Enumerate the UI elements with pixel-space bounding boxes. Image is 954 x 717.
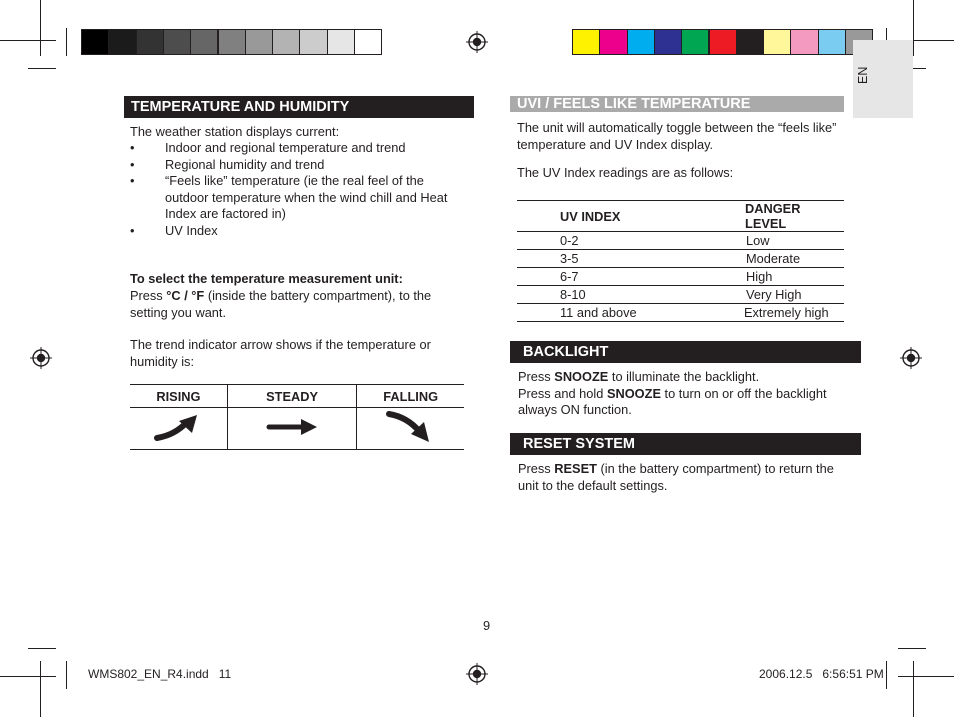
color-swatch bbox=[736, 29, 764, 55]
list-item bbox=[130, 140, 450, 157]
list-item-text: Indoor and regional temperature and trend bbox=[165, 140, 406, 155]
crop-mark bbox=[40, 0, 41, 56]
list-item-text: Regional humidity and trend bbox=[165, 156, 325, 172]
backlight-l2-a: Press and hold bbox=[518, 385, 604, 401]
color-swatch bbox=[245, 29, 273, 55]
uv-index-cell: 6-7 bbox=[517, 268, 714, 286]
color-swatch bbox=[81, 29, 109, 55]
unit-rest-text: (inside the battery compartment), to the setting you want. bbox=[130, 288, 432, 320]
trend-cell-steady bbox=[227, 408, 357, 450]
color-swatch bbox=[327, 29, 355, 55]
crop-mark bbox=[40, 661, 41, 717]
uv-index-cell: 3-5 bbox=[517, 250, 714, 268]
crop-mark bbox=[913, 0, 914, 56]
page-number: 9 bbox=[483, 618, 491, 633]
list-item-text: UV Index bbox=[165, 222, 218, 238]
color-swatch bbox=[190, 29, 218, 55]
danger-level-cell: Low bbox=[714, 232, 844, 250]
backlight-l2-b: to turn on or off the backlight always ON function. bbox=[518, 385, 827, 417]
trend-cell-falling bbox=[357, 408, 464, 450]
color-swatch bbox=[627, 29, 655, 55]
table-row bbox=[517, 286, 844, 304]
trend-header-rising: RISING bbox=[130, 385, 227, 408]
bullet-icon: • bbox=[130, 222, 135, 238]
crop-mark bbox=[886, 661, 887, 689]
language-tab-label: EN bbox=[856, 66, 870, 84]
trend-table bbox=[130, 384, 464, 450]
trend-header-steady: STEADY bbox=[227, 385, 357, 408]
footer-file-name: WMS802_EN_R4.indd 11 bbox=[88, 667, 232, 681]
color-swatch bbox=[136, 29, 164, 55]
danger-level-cell: Moderate bbox=[714, 250, 844, 268]
uvi-readings-text: The UV Index readings are as follows: bbox=[517, 165, 734, 180]
arrow-rising-icon bbox=[153, 411, 203, 443]
backlight-l1-a: Press bbox=[518, 369, 551, 384]
crop-mark bbox=[898, 648, 926, 649]
registration-mark-icon bbox=[30, 347, 52, 369]
uv-index-header: UV INDEX bbox=[517, 201, 714, 232]
color-swatch bbox=[681, 29, 709, 55]
danger-level-cell: Very High bbox=[714, 286, 844, 304]
reset-text bbox=[518, 461, 848, 494]
snooze-key: SNOOZE bbox=[606, 385, 661, 401]
reset-system-heading: RESET SYSTEM bbox=[510, 433, 861, 455]
list-item bbox=[130, 157, 450, 174]
color-swatch bbox=[108, 29, 136, 55]
arrow-falling-icon bbox=[385, 409, 437, 445]
registration-mark-icon bbox=[466, 31, 488, 53]
footer-timestamp: 2006.12.5 6:56:51 PM bbox=[759, 667, 884, 681]
unit-heading: To select the temperature measurement unit: bbox=[130, 271, 403, 286]
uvi-heading: UVI / FEELS LIKE TEMPERATURE bbox=[510, 96, 844, 112]
table-row bbox=[517, 304, 844, 322]
danger-level-header: DANGER LEVEL bbox=[714, 201, 844, 232]
list-item-text: “Feels like” temperature (ie the real feel of the outdoor temperature when the wind chill and Heat Index are factored in) bbox=[165, 173, 448, 221]
unit-instructions bbox=[130, 288, 460, 321]
crop-mark bbox=[28, 68, 56, 69]
trend-cell-rising bbox=[130, 408, 227, 450]
uv-index-cell: 0-2 bbox=[517, 232, 714, 250]
color-swatch bbox=[572, 29, 600, 55]
backlight-text bbox=[518, 369, 858, 419]
crop-mark bbox=[913, 661, 914, 717]
reset-b: (in the battery compartment) to return the unit to the default settings. bbox=[518, 461, 834, 493]
table-row bbox=[517, 232, 844, 250]
color-swatch bbox=[790, 29, 818, 55]
color-swatch bbox=[163, 29, 191, 55]
uv-index-cell: 8-10 bbox=[517, 286, 714, 304]
bullet-icon: • bbox=[130, 156, 135, 172]
intro-text: The weather station displays current: bbox=[130, 124, 340, 139]
feature-list bbox=[130, 140, 450, 239]
color-swatch bbox=[763, 29, 791, 55]
color-swatch bbox=[654, 29, 682, 55]
danger-level-cell: Extremely high bbox=[714, 304, 844, 322]
crop-mark bbox=[0, 676, 56, 677]
color-swatch bbox=[709, 29, 737, 55]
crop-mark bbox=[66, 28, 67, 56]
unit-key: °C / °F bbox=[166, 288, 205, 303]
temperature-humidity-heading: TEMPERATURE AND HUMIDITY bbox=[124, 96, 474, 118]
registration-mark-icon bbox=[900, 347, 922, 369]
crop-mark bbox=[66, 661, 67, 689]
reset-key: RESET bbox=[554, 461, 597, 476]
crop-mark bbox=[28, 648, 56, 649]
color-swatch bbox=[354, 29, 382, 55]
backlight-heading: BACKLIGHT bbox=[510, 341, 861, 363]
color-swatch bbox=[272, 29, 300, 55]
bullet-icon: • bbox=[130, 173, 135, 188]
backlight-l1-b: to illuminate the backlight. bbox=[611, 369, 760, 384]
trend-header-falling: FALLING bbox=[357, 385, 464, 408]
uv-index-cell: 11 and above bbox=[517, 304, 714, 322]
arrow-steady-icon bbox=[265, 417, 319, 437]
snooze-key: SNOOZE bbox=[554, 369, 609, 384]
uvi-text: The unit will automatically toggle between the “feels like” temperature and UV Index display. bbox=[517, 120, 837, 152]
list-item bbox=[130, 223, 450, 240]
table-row bbox=[517, 250, 844, 268]
reset-a: Press bbox=[518, 461, 551, 476]
crop-mark bbox=[898, 676, 954, 677]
color-swatch bbox=[299, 29, 327, 55]
bullet-icon: • bbox=[130, 140, 135, 155]
trend-intro: The trend indicator arrow shows if the temperature or humidity is: bbox=[130, 337, 431, 369]
crop-mark bbox=[0, 40, 56, 41]
table-row bbox=[517, 268, 844, 286]
unit-press-text: Press bbox=[130, 288, 163, 303]
color-swatch bbox=[818, 29, 846, 55]
uv-index-table bbox=[517, 200, 844, 322]
danger-level-cell: High bbox=[714, 268, 844, 286]
registration-mark-icon bbox=[466, 663, 488, 685]
color-swatch bbox=[218, 29, 246, 55]
list-item bbox=[130, 173, 450, 223]
color-swatch bbox=[599, 29, 627, 55]
